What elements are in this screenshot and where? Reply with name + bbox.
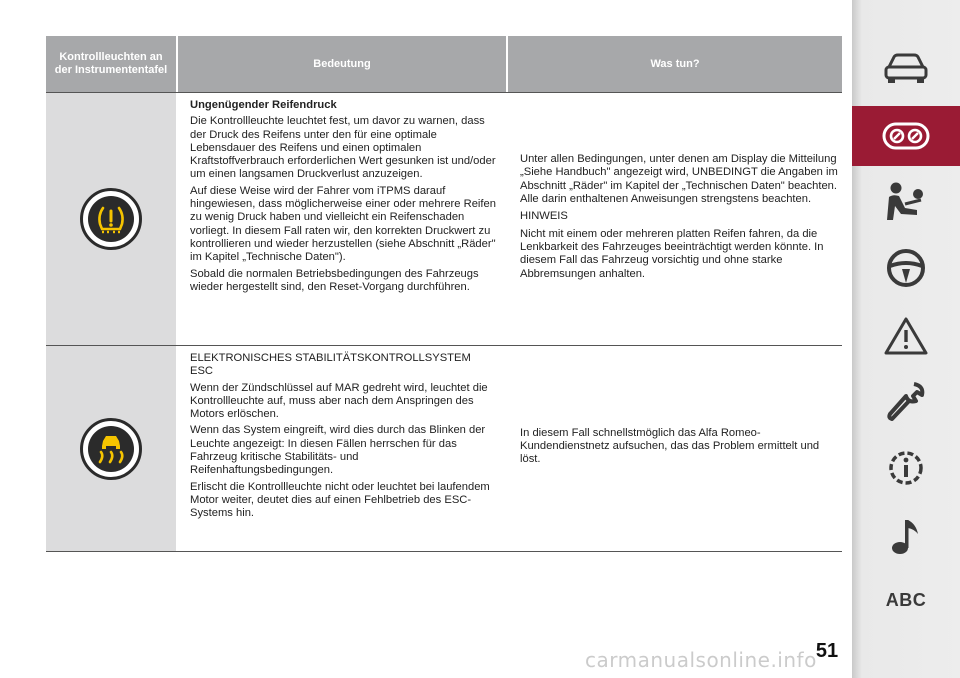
meaning-cell [176, 93, 506, 345]
chapter-dashboard-button[interactable] [852, 106, 960, 166]
warning-lights-table [46, 36, 842, 552]
note-label: HINWEIS [520, 210, 568, 223]
chapter-maintenance-button[interactable] [852, 372, 960, 432]
action-cell [506, 346, 842, 551]
header-warning-lights: Kontrollleuchten an der Instrumententafel [54, 51, 168, 76]
chapter-multimedia-button[interactable] [852, 506, 960, 566]
header-meaning: Bedeutung [176, 36, 506, 92]
action-paragraph: In diesem Fall schnellstmöglich das Alfa Romeo-Kundendienstnetz aufsuchen, das das Problem ermittelt und löst. [520, 426, 820, 466]
seatbelt-person-icon [883, 180, 929, 224]
icon-cell [46, 93, 176, 345]
tyre-pressure-warning-icon [80, 188, 142, 250]
chapter-sidebar [852, 0, 960, 678]
chapter-index-button[interactable] [852, 570, 960, 630]
chapter-car-button[interactable] [852, 38, 960, 98]
warning-triangle-icon [883, 315, 929, 357]
car-icon [883, 51, 929, 85]
meaning-paragraph: Die Kontrollleuchte leuchtet fest, um davor zu warnen, dass der Druck des Reifens unter den für eine optimale Lebensdauer des Reifens und einen optimalen Kraftstoffverbrauch erforderlichen Wert gesunken ist und/oder um einen langsamen Druckverlust anzuzeigen. [190, 115, 496, 181]
table-header [46, 36, 842, 92]
meaning-paragraph: Erlischt die Kontrollleuchte nicht oder leuchtet bei laufendem Motor weiter, deutet dies auf einen Fehlbetrieb des ESC-Systems hin. [190, 480, 490, 520]
table-row [46, 346, 842, 552]
esc-skid-icon [80, 418, 142, 480]
page-number: 51 [815, 640, 839, 662]
meaning-paragraph: Sobald die normalen Betriebsbedingungen des Fahrzeugs wieder hergestellt sind, den Reset-Vorgang durchführen. [190, 267, 479, 293]
meaning-paragraph: Wenn der Zündschlüssel auf MAR gedreht wird, leuchtet die Kontrollleuchte auf, muss aber nach dem Anspringen des Motors erlöschen. [190, 381, 488, 421]
chapter-starting-driving-button[interactable] [852, 238, 960, 298]
action-paragraph: Nicht mit einem oder mehreren platten Reifen fahren, da die Lenkbarkeit des Fahrzeuges beeinträchtigt werden könnte. In diesem Fall das Fahrzeug vorsichtig und ohne starke Abbremsungen anhalten. [520, 227, 824, 280]
watermark: carmanualsonline.info [585, 648, 817, 672]
row-title: Ungenügender Reifendruck [190, 99, 337, 111]
table-row [46, 92, 842, 346]
music-note-icon [886, 514, 926, 558]
meaning-paragraph: Auf diese Weise wird der Fahrer vom iTPMS darauf hingewiesen, dass möglicherweise einer oder mehrere Reifen zu wenig Druck haben und vielleicht ein Reifenschaden vorliegt. In diesem Fall raten wir, den korrekten Druckwert zu kontrollieren und wieder herzustellen (siehe Abschnitt „Räder" im Kapitel „Technische Daten"). [190, 184, 496, 264]
dashboard-icon [882, 121, 930, 151]
steering-wheel-icon [885, 247, 927, 289]
header-what-to-do: Was tun? [506, 36, 842, 92]
icon-cell [46, 346, 176, 551]
action-paragraph: Unter allen Bedingungen, unter denen am Display die Mitteilung „Siehe Handbuch" angezeigt wird, UNBEDINGT die Angaben im Abschnitt „Räder" im Kapitel der „Technischen Daten" beachten. Alle darin enthaltenen Anweisungen strengstens beachten. [520, 153, 838, 206]
wrench-icon [884, 380, 928, 424]
meaning-cell [176, 346, 506, 551]
chapter-technical-data-button[interactable] [852, 438, 960, 498]
index-label: ABC [885, 589, 927, 610]
row-title: ELEKTRONISCHES STABILITÄTSKONTROLLSYSTEM ESC [190, 352, 471, 378]
action-cell [506, 93, 842, 345]
chapter-emergency-button[interactable] [852, 306, 960, 366]
meaning-paragraph: Wenn das System eingreift, wird dies durch das Blinken der Leuchte angezeigt: In diesen Fällen herrschen für das Fahrzeug kritische Stabilitäts- und Reifenhaftungsbedingungen. [190, 424, 486, 477]
chapter-safety-button[interactable] [852, 172, 960, 232]
info-gear-icon [884, 446, 928, 490]
